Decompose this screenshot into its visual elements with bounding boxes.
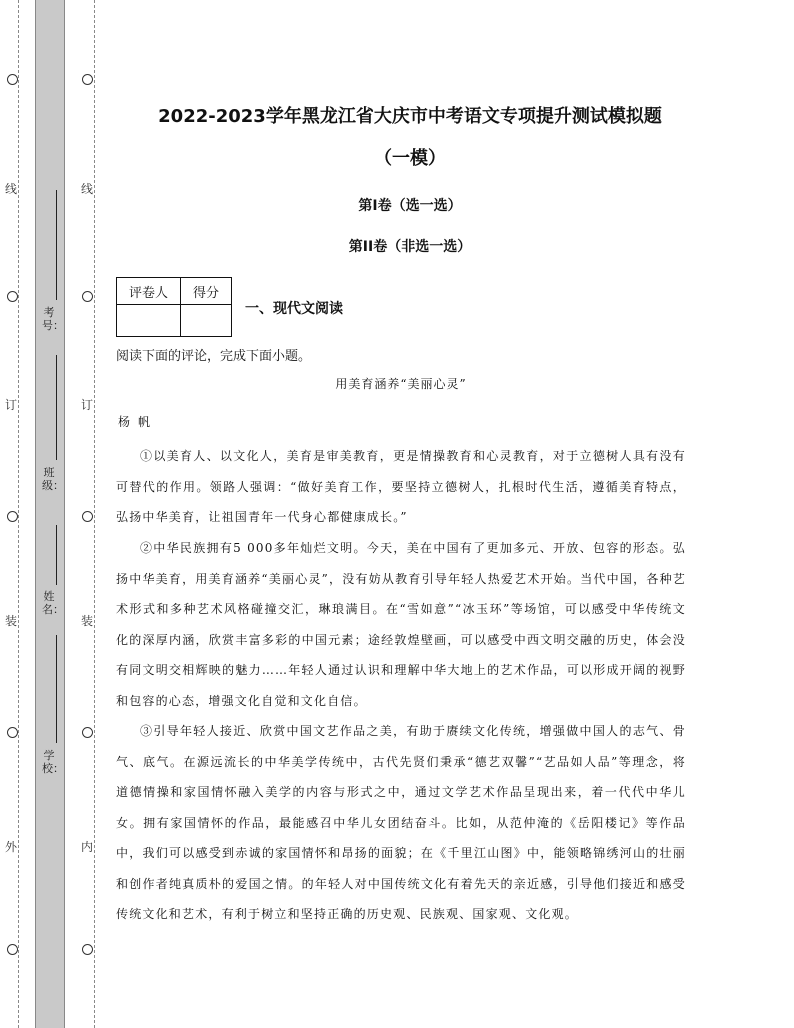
punch-hole-inner-5 <box>82 944 93 955</box>
school-label: 学校： <box>42 749 64 775</box>
exam-number-blank[interactable] <box>56 190 57 300</box>
reading-instruction: 阅读下面的评论，完成下面小题。 <box>116 349 312 364</box>
name-blank[interactable] <box>56 525 57 585</box>
exam-number-label: 考号： <box>42 306 64 332</box>
article-paragraph-1: ①以美育人、以文化人，美育是审美教育，更是情操教育和心灵教育，对于立德树人具有没有可替代的作用。领路人强调：“做好美育工作，要坚持立德树人，扎根时代生活，遵循美育特点，弘扬中华美育，让祖国青年一代身心都健康成长。” <box>116 449 686 524</box>
score-table <box>116 277 232 337</box>
outer-margin-char-bind: 装 <box>4 614 17 628</box>
grader-cell[interactable] <box>117 305 181 337</box>
score-cell[interactable] <box>181 305 232 337</box>
exam-title: 2022-2023学年黑龙江省大庆市中考语文专项提升测试模拟题 <box>158 106 662 127</box>
part-two-heading: 第II卷（非选一选） <box>348 239 472 255</box>
punch-hole-outer-1 <box>7 74 18 85</box>
inner-margin-char-order: 订 <box>80 398 93 412</box>
punch-hole-outer-2 <box>7 291 18 302</box>
punch-hole-outer-3 <box>7 511 18 522</box>
punch-hole-inner-1 <box>82 74 93 85</box>
punch-hole-inner-2 <box>82 291 93 302</box>
exam-title-subtitle: （一模） <box>374 148 446 169</box>
inner-margin-char-inside: 内 <box>80 840 93 854</box>
outer-cut-line <box>18 0 19 1028</box>
binding-strip <box>35 0 65 1028</box>
outer-margin-char-outside: 外 <box>4 840 17 854</box>
school-blank[interactable] <box>56 635 57 743</box>
inner-margin-char-line: 线 <box>80 182 93 196</box>
outer-margin-char-order: 订 <box>4 398 17 412</box>
class-blank[interactable] <box>56 355 57 460</box>
punch-hole-outer-4 <box>7 727 18 738</box>
score-header: 得分 <box>181 278 232 305</box>
inner-cut-line <box>94 0 95 1028</box>
article-paragraph-3: ③引导年轻人接近、欣赏中国文艺作品之美，有助于赓续文化传统，增强做中国人的志气、骨气、底气。在源远流长的中华美学传统中，古代先贤们秉承“德艺双馨”“艺品如人品”等理念，将道德情操和家国情怀融入美学的内容与形式之中，通过文学艺术作品呈现出来，着一代代中华儿女。拥有家国情怀的作品，最能感召中华儿女团结奋斗。比如，从范仲淹的《岳阳楼记》等作品中，我们可以感受到赤诚的家国情怀和昂扬的面貌；在《千里江山图》中，能领略锦绣河山的壮丽和创作者纯真质朴的爱国之情。的年轻人对中国传统文化有着先天的亲近感，引导他们接近和感受传统文化和艺术，有利于树立和坚持正确的历史观、民族观、国家观、文化观。 <box>116 724 686 921</box>
part-one-heading: 第I卷（选一选） <box>358 198 462 214</box>
name-label: 姓名： <box>42 590 64 616</box>
inner-margin-char-bind: 装 <box>80 614 93 628</box>
outer-margin-char-line: 线 <box>4 182 17 196</box>
punch-hole-outer-5 <box>7 944 18 955</box>
class-label: 班级： <box>42 466 64 492</box>
section-title: 一、现代文阅读 <box>245 301 343 317</box>
article-paragraph-2: ②中华民族拥有5 000多年灿烂文明。今天，美在中国有了更加多元、开放、包容的形态。弘扬中华美育，用美育涵养“美丽心灵”，没有妨从教育引导年轻人热爱艺术开始。当代中国，各种艺术形式和多种艺术风格碰撞交汇，琳琅满目。在“雪如意”“冰玉环”等场馆，可以感受中华传统文化的深厚内涵，欣赏丰富多彩的中国元素；途经敦煌壁画，可以感受中西文明交融的历史，体会没有同文明交相辉映的魅力……年轻人通过认识和理解中华大地上的艺术作品，可以形成开阔的视野和包容的心态，增强文化自觉和文化自信。 <box>116 541 686 708</box>
article-author: 杨帆 <box>118 415 159 429</box>
punch-hole-inner-4 <box>82 727 93 738</box>
punch-hole-inner-3 <box>82 511 93 522</box>
grader-header: 评卷人 <box>117 278 181 305</box>
article-title: 用美育涵养“美丽心灵” <box>335 377 467 391</box>
